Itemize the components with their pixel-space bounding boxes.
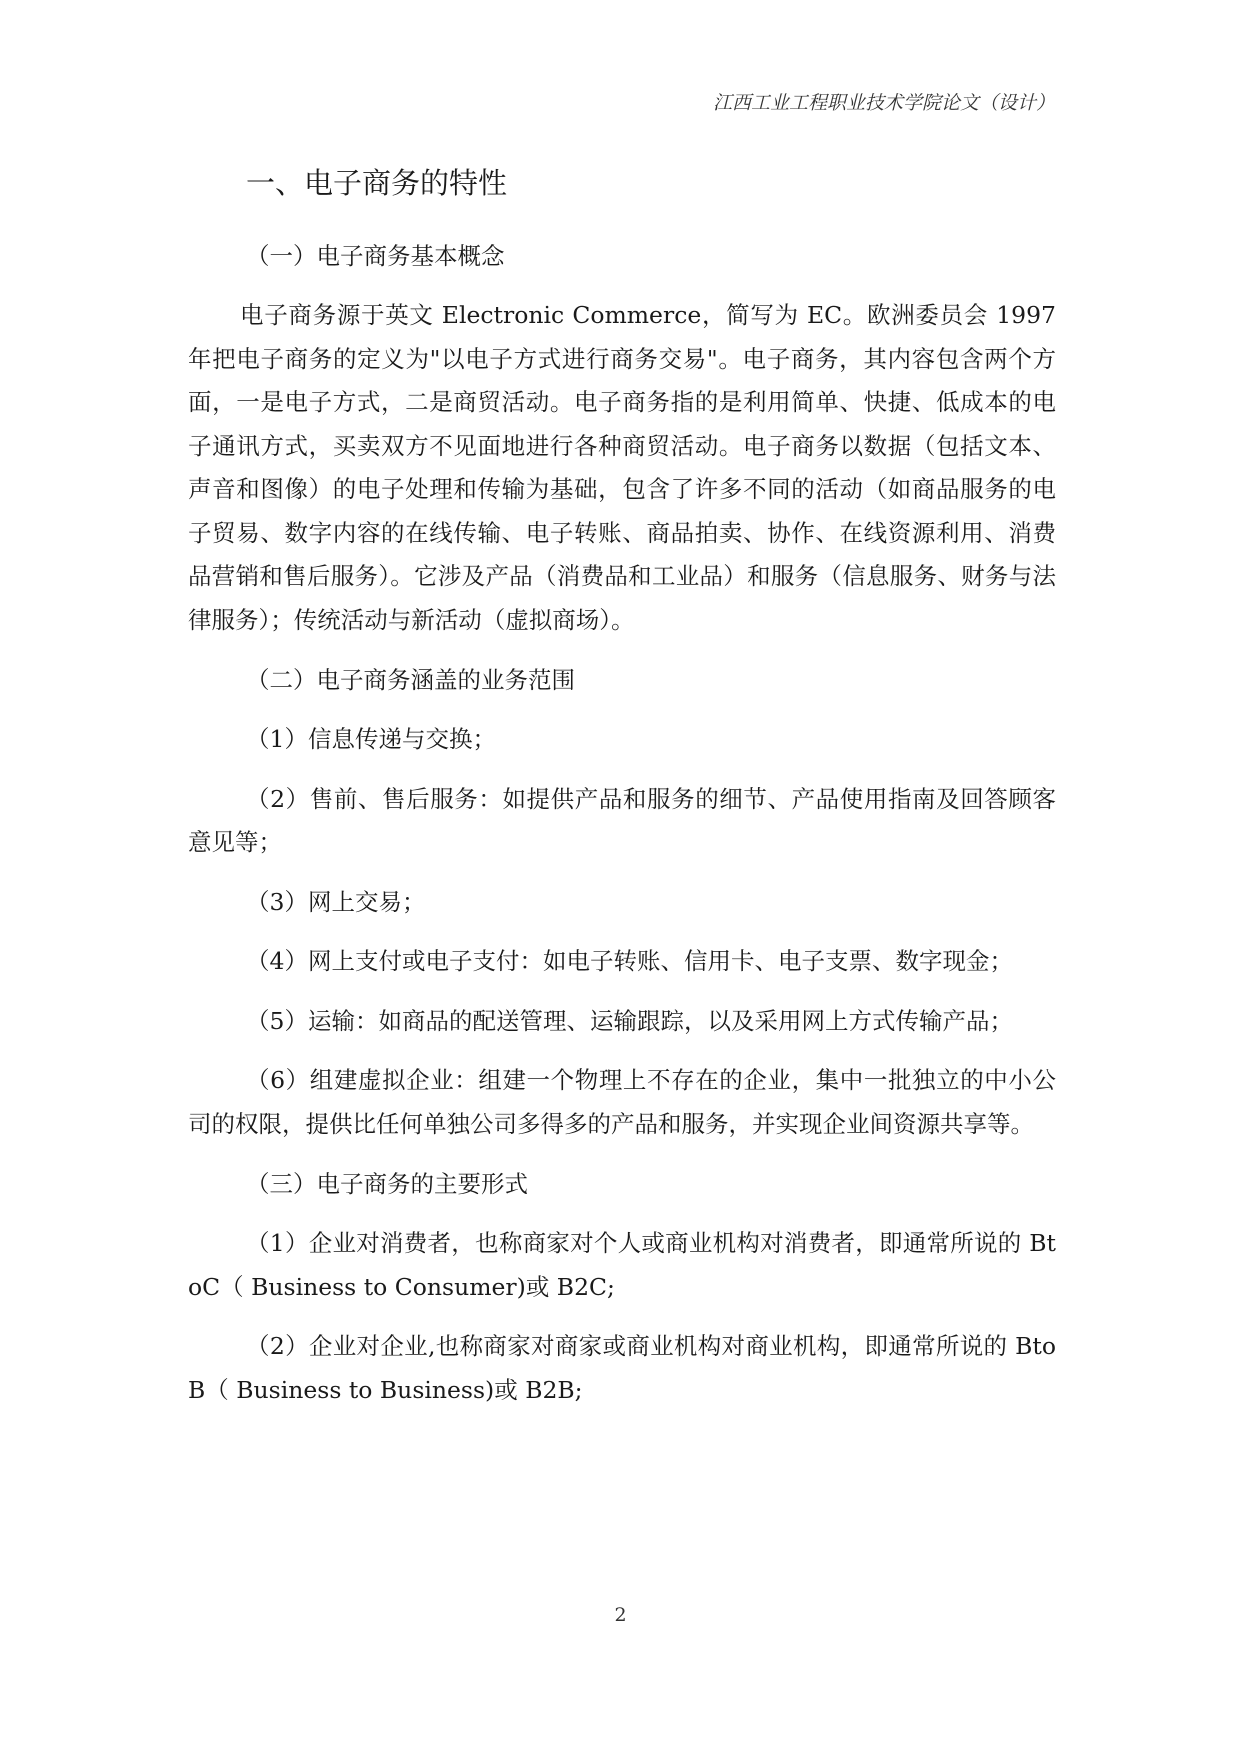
section-title: 一、电子商务的特性 bbox=[246, 166, 508, 200]
scope-item: （6）组建虚拟企业：组建一个物理上不存在的企业，集中一批独立的中小公司的权限，提供比任何单独公司多得多的产品和服务，并实现企业间资源共享等。 bbox=[188, 1066, 1056, 1138]
scope-item: （3）网上交易； bbox=[246, 887, 426, 916]
document-body bbox=[188, 158, 1056, 1428]
subsection-title-1: （一）电子商务基本概念 bbox=[246, 242, 505, 270]
page-header: 江西工业工程职业技术学院论文（设计） bbox=[712, 92, 1055, 114]
header-divider bbox=[186, 122, 1054, 123]
scope-item: （5）运输：如商品的配送管理、运输跟踪，以及采用网上方式传输产品； bbox=[246, 1006, 1013, 1035]
scope-item: （1）信息传递与交换； bbox=[246, 725, 496, 753]
form-item: （1）企业对消费者，也称商家对个人或商业机构对消费者，即通常所说的 BtoC（ Business to Consumer)或 B2C; bbox=[188, 1229, 1056, 1301]
scope-item: （4）网上支付或电子支付：如电子转账、信用卡、电子支票、数字现金； bbox=[246, 947, 1013, 975]
subsection-title-2: （二）电子商务涵盖的业务范围 bbox=[246, 666, 575, 694]
scope-item: （2）售前、售后服务：如提供产品和服务的细节、产品使用指南及回答顾客意见等； bbox=[188, 784, 1056, 856]
subsection-title-3: （三）电子商务的主要形式 bbox=[246, 1170, 528, 1198]
form-item: （2）企业对企业,也称商家对商家或商业机构对商业机构，即通常所说的 BtoB（ Business to Business)或 B2B; bbox=[188, 1332, 1056, 1404]
page-number: 2 bbox=[614, 1604, 627, 1626]
concept-paragraph: 电子商务源于英文 Electronic Commerce，简写为 EC。欧洲委员会 1997 年把电子商务的定义为"以电子方式进行商务交易"。电子商务，其内容包含两个方面，一是电子方式，二是商贸活动。电子商务指的是利用简单、快捷、低成本的电子通讯方式，买卖双方不见面地进行各种商贸活动。电子商务以数据（包括文本、声音和图像）的电子处理和传输为基础，包含了许多不同的活动（如商品服务的电子贸易、数字内容的在线传输、电子转账、商品拍卖、协作、在线资源利用、消费品营销和售后服务）。它涉及产品（消费品和工业品）和服务（信息服务、财务与法律服务）；传统活动与新活动（虚拟商场）。 bbox=[188, 301, 1056, 634]
